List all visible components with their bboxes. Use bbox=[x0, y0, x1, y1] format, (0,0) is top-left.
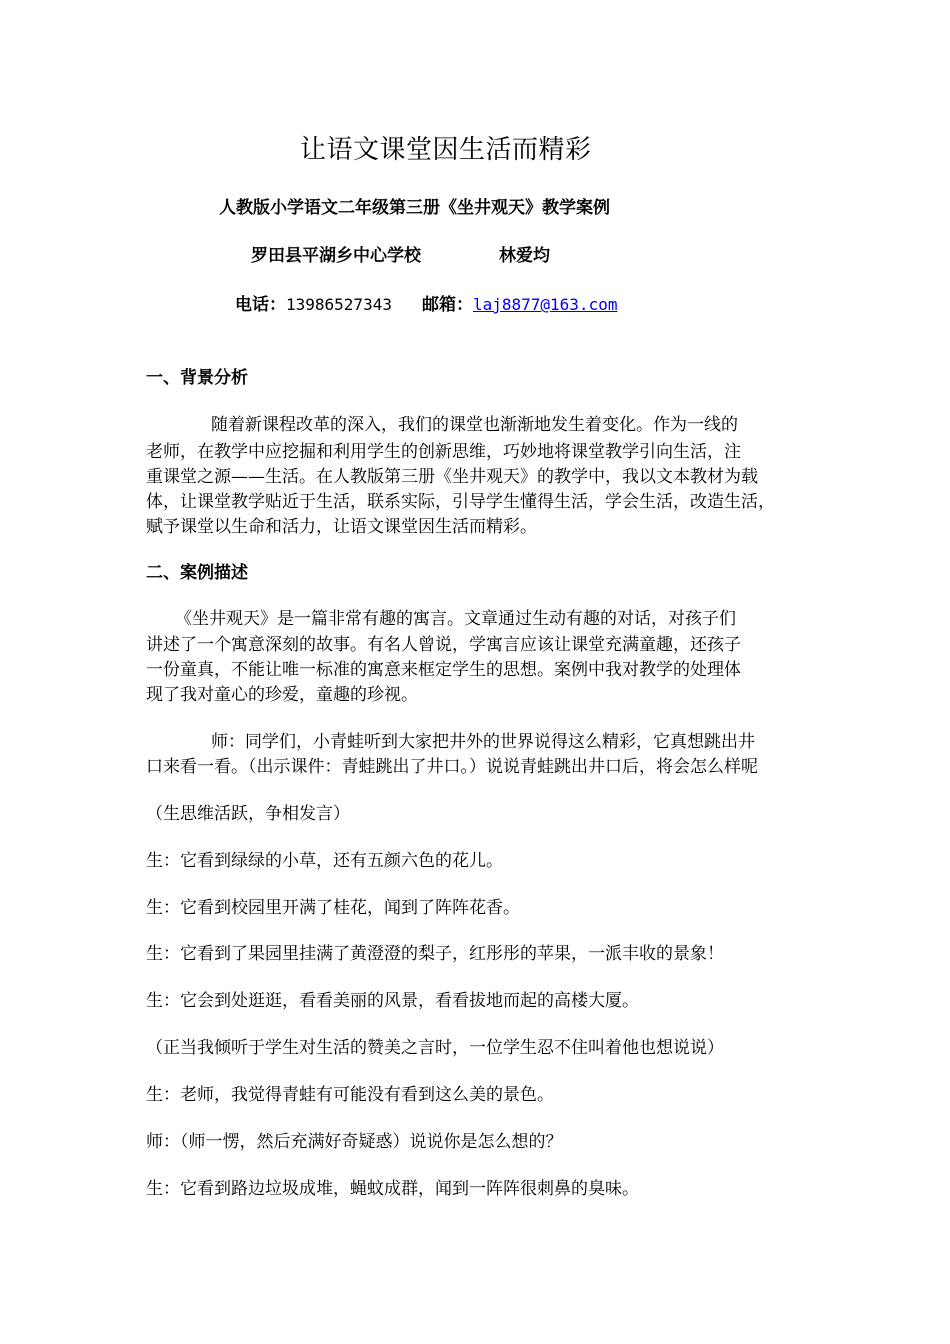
paragraph-line: 《坐井观天》是一篇非常有趣的寓言。文章通过生动有趣的对话，对孩子们 bbox=[175, 609, 736, 629]
dialogue-line: 生：老师，我觉得青蛙有可能没有看到这么美的景色。 bbox=[146, 1085, 554, 1105]
section-heading-case: 二、案例描述 bbox=[146, 563, 248, 583]
paragraph-line: 重课堂之源——生活。在人教版第三册《坐井观天》的教学中，我以文本教材为载 bbox=[146, 467, 758, 487]
paragraph-line: 随着新课程改革的深入，我们的课堂也渐渐地发生着变化。作为一线的 bbox=[211, 415, 738, 435]
dialogue-line: 生：它看到绿绿的小草，还有五颜六色的花儿。 bbox=[146, 851, 503, 871]
paragraph-line: 讲述了一个寓意深刻的故事。有名人曾说，学寓言应该让课堂充满童趣，还孩子 bbox=[146, 635, 741, 655]
document-subtitle: 人教版小学语文二年级第三册《坐井观天》教学案例 bbox=[219, 198, 610, 218]
paragraph-line: 老师，在教学中应挖掘和利用学生的创新思维，巧妙地将课堂教学引向生活，注 bbox=[146, 442, 741, 462]
author-name: 林爱均 bbox=[499, 246, 550, 266]
section-heading-background: 一、背景分析 bbox=[146, 368, 248, 388]
dialogue-line: 生：它看到路边垃圾成堆，蝇蚊成群，闻到一阵阵很刺鼻的臭味。 bbox=[146, 1179, 639, 1199]
email-label: 邮箱： bbox=[421, 295, 473, 315]
author-school: 罗田县平湖乡中心学校 bbox=[251, 246, 421, 266]
paragraph-line: 一份童真，不能让唯一标准的寓意来框定学生的思想。案例中我对教学的处理体 bbox=[146, 660, 741, 680]
dialogue-intro-line: 口来看一看。（出示课件：青蛙跳出了井口。）说说青蛙跳出井口后，将会怎么样呢 bbox=[146, 757, 758, 777]
email-link[interactable]: laj8877@163.com bbox=[472, 295, 618, 314]
paragraph-line: 体，让课堂教学贴近于生活，联系实际，引导学生懂得生活，学会生活，改造生活， bbox=[146, 492, 775, 512]
dialogue-line: 生：它看到了果园里挂满了黄澄澄的梨子，红彤彤的苹果，一派丰收的景象！ bbox=[146, 944, 724, 964]
phone-label: 电话： bbox=[235, 295, 286, 315]
paragraph-line: 现了我对童心的珍爱，童趣的珍视。 bbox=[146, 685, 418, 705]
dialogue-line: （生思维活跃，争相发言） bbox=[146, 804, 350, 824]
dialogue-line: 生：它会到处逛逛，看看美丽的风景，看看拔地而起的高楼大厦。 bbox=[146, 991, 639, 1011]
dialogue-line: （正当我倾听于学生对生活的赞美之言时，一位学生忍不住叫着他也想说说） bbox=[146, 1038, 724, 1058]
document-title: 让语文课堂因生活而精彩 bbox=[300, 135, 592, 165]
dialogue-intro-line: 师：同学们，小青蛙听到大家把井外的世界说得这么精彩，它真想跳出井 bbox=[211, 732, 755, 752]
dialogue-line: 师：（师一愣，然后充满好奇疑惑）说说你是怎么想的？ bbox=[146, 1132, 563, 1152]
contact-line bbox=[235, 297, 617, 314]
paragraph-line: 赋予课堂以生命和活力，让语文课堂因生活而精彩。 bbox=[146, 517, 537, 537]
phone-number: 13986527343 bbox=[286, 295, 392, 314]
dialogue-line: 生：它看到校园里开满了桂花，闻到了阵阵花香。 bbox=[146, 898, 520, 918]
